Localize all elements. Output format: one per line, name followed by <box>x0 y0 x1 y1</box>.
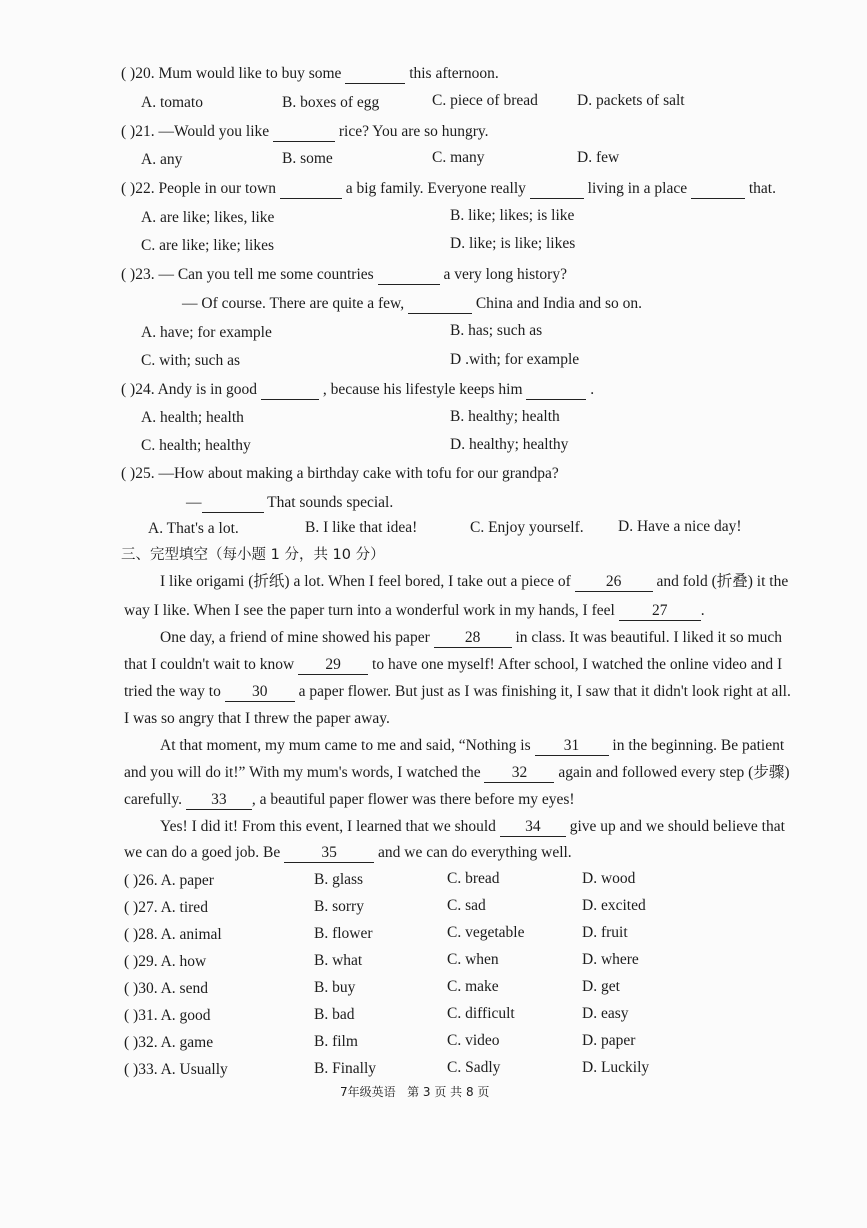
answer-blank <box>408 297 472 314</box>
q25-line2-end: That sounds special. <box>267 494 394 511</box>
q22-text-end: that. <box>748 180 776 197</box>
answer-blank <box>273 125 335 142</box>
question-25-stem: ( )25. —How about making a birthday cake with tofu for our grandpa? <box>121 465 559 482</box>
passage-text: Yes! I did it! From this event, I learned that we should <box>160 818 496 835</box>
q22-option-b: B. like; likes; is like <box>450 207 575 224</box>
passage-line <box>160 736 784 756</box>
question-23-line2 <box>182 294 642 314</box>
q23-option-c: C. with; such as <box>141 352 241 369</box>
cloze-option-d: D. where <box>582 951 639 968</box>
q25-option-c: C. Enjoy yourself. <box>470 519 584 536</box>
passage-text: we can do a goed job. Be <box>124 844 281 861</box>
passage-line <box>124 682 791 702</box>
q23-line2-end: China and India and so on. <box>475 295 642 312</box>
cloze-option-d: D. wood <box>582 870 636 887</box>
cloze-option-d: D. get <box>582 978 620 995</box>
passage-line <box>160 628 782 648</box>
cloze-row-32: ( )32. A. game <box>124 1034 214 1051</box>
passage-text: in class. It was beautiful. I liked it so much <box>515 629 782 646</box>
question-24-stem <box>121 380 594 400</box>
cloze-option-b: B. film <box>314 1033 358 1050</box>
question-25-line2 <box>186 493 393 513</box>
question-22-stem <box>121 179 776 199</box>
cloze-row-28: ( )28. A. animal <box>124 926 222 943</box>
q25-option-b: B. I like that idea! <box>305 519 418 536</box>
section-title: 三、完型填空（每小题 1 分，共 10 分） <box>121 547 385 563</box>
blank-35: 35 <box>284 844 374 863</box>
passage-text: and fold (折叠) it the <box>656 573 789 590</box>
q20-option-a: A. tomato <box>141 94 203 111</box>
passage-text: I like origami (折纸) a lot. When I feel bored, I take out a piece of <box>160 573 571 590</box>
passage-text: . <box>700 602 705 619</box>
q23-text-end: a very long history? <box>443 266 567 283</box>
q24-option-c: C. health; healthy <box>141 437 251 454</box>
cloze-row-29: ( )29. A. how <box>124 953 207 970</box>
passage-text: One day, a friend of mine showed his paper <box>160 629 430 646</box>
passage-line: I was so angry that I threw the paper away. <box>124 710 390 727</box>
q24-text-end: . <box>590 381 595 398</box>
passage-text: way I like. When I see the paper turn into a wonderful work in my hands, I feel <box>124 602 615 619</box>
cloze-option-b: B. buy <box>314 979 356 996</box>
q22-text-mid2: living in a place <box>587 180 688 197</box>
cloze-option-c: C. vegetable <box>447 924 525 941</box>
answer-blank <box>378 268 440 285</box>
passage-line <box>124 763 790 783</box>
q25-line2-text: — <box>186 494 202 511</box>
passage-text: carefully. <box>124 791 182 808</box>
blank-29: 29 <box>298 656 368 675</box>
q24-text-mid: , because his lifestyle keeps him <box>322 381 523 398</box>
q24-option-a: A. health; health <box>141 409 244 426</box>
page-footer: 7年级英语 第 3 页 共 8 页 <box>340 1085 490 1099</box>
q20-option-d: D. packets of salt <box>577 92 685 109</box>
cloze-option-b: B. what <box>314 952 363 969</box>
blank-33: 33 <box>186 791 252 810</box>
cloze-option-c: C. video <box>447 1032 500 1049</box>
cloze-option-c: C. sad <box>447 897 486 914</box>
q25-option-a: A. That's a lot. <box>148 520 239 537</box>
passage-text: At that moment, my mum came to me and said, “Nothing is <box>160 737 531 754</box>
q22-text: ( )22. People in our town <box>121 180 276 197</box>
cloze-row-26: ( )26. A. paper <box>124 872 214 889</box>
blank-28: 28 <box>434 629 512 648</box>
cloze-row-31: ( )31. A. good <box>124 1007 211 1024</box>
blank-32: 32 <box>484 764 554 783</box>
q21-option-d: D. few <box>577 149 620 166</box>
passage-line <box>160 817 785 837</box>
q22-option-c: C. are like; like; likes <box>141 237 275 254</box>
passage-line <box>160 572 788 592</box>
cloze-option-b: B. flower <box>314 925 373 942</box>
passage-text: tried the way to <box>124 683 221 700</box>
cloze-option-d: D. Luckily <box>582 1059 650 1076</box>
cloze-option-c: C. make <box>447 978 499 995</box>
q24-option-d: D. healthy; healthy <box>450 436 569 453</box>
blank-27: 27 <box>619 602 701 621</box>
q21-text-end: rice? You are so hungry. <box>338 123 489 140</box>
cloze-option-b: B. bad <box>314 1006 355 1023</box>
q23-line2-text: — Of course. There are quite a few, <box>182 295 405 312</box>
q21-option-b: B. some <box>282 150 333 167</box>
passage-text: again and followed every step (步骤) <box>558 764 790 781</box>
passage-text: and you will do it!” With my mum's words, I watched the <box>124 764 481 781</box>
q21-option-c: C. many <box>432 149 485 166</box>
cloze-option-b: B. Finally <box>314 1060 377 1077</box>
answer-blank <box>202 496 264 513</box>
answer-blank <box>261 383 319 400</box>
blank-30: 30 <box>225 683 295 702</box>
q23-text: ( )23. — Can you tell me some countries <box>121 266 374 283</box>
q22-option-d: D. like; is like; likes <box>450 235 576 252</box>
passage-text: in the beginning. Be patient <box>612 737 785 754</box>
answer-blank <box>530 182 584 199</box>
passage-line <box>124 601 705 621</box>
answer-blank <box>280 182 342 199</box>
cloze-option-d: D. fruit <box>582 924 628 941</box>
answer-blank <box>526 383 586 400</box>
cloze-option-c: C. difficult <box>447 1005 515 1022</box>
blank-31: 31 <box>535 737 609 756</box>
passage-text: a paper flower. But just as I was finishing it, I saw that it didn't look right at all. <box>298 683 791 700</box>
q23-option-b: B. has; such as <box>450 322 543 339</box>
passage-line <box>124 843 572 863</box>
q23-option-d: D .with; for example <box>450 351 580 368</box>
passage-line <box>124 655 782 675</box>
passage-text: , a beautiful paper flower was there before my eyes! <box>251 791 575 808</box>
cloze-row-33: ( )33. A. Usually <box>124 1061 228 1078</box>
q23-option-a: A. have; for example <box>141 324 272 341</box>
passage-line <box>124 790 575 810</box>
passage-text: to have one myself! After school, I watched the online video and I <box>372 656 783 673</box>
cloze-row-27: ( )27. A. tired <box>124 899 208 916</box>
q20-text: ( )20. Mum would like to buy some <box>121 65 342 82</box>
passage-text: and we can do everything well. <box>378 844 572 861</box>
question-21-stem <box>121 122 489 142</box>
q25-option-d: D. Have a nice day! <box>618 518 742 535</box>
passage-text: that I couldn't wait to know <box>124 656 295 673</box>
cloze-option-d: D. excited <box>582 897 646 914</box>
cloze-option-b: B. glass <box>314 871 364 888</box>
q20-option-c: C. piece of bread <box>432 92 538 109</box>
q24-option-b: B. healthy; health <box>450 408 560 425</box>
q24-text: ( )24. Andy is in good <box>121 381 258 398</box>
q22-option-a: A. are like; likes, like <box>141 209 275 226</box>
cloze-row-30: ( )30. A. send <box>124 980 208 997</box>
blank-26: 26 <box>575 573 653 592</box>
cloze-option-c: C. when <box>447 951 499 968</box>
q21-option-a: A. any <box>141 151 183 168</box>
q21-text: ( )21. —Would you like <box>121 123 270 140</box>
cloze-option-c: C. Sadly <box>447 1059 501 1076</box>
passage-text: give up and we should believe that <box>569 818 785 835</box>
cloze-option-d: D. paper <box>582 1032 636 1049</box>
answer-blank <box>345 67 405 84</box>
question-20-stem <box>121 64 499 84</box>
cloze-option-b: B. sorry <box>314 898 364 915</box>
cloze-option-d: D. easy <box>582 1005 629 1022</box>
q20-text-end: this afternoon. <box>409 65 499 82</box>
cloze-option-c: C. bread <box>447 870 500 887</box>
blank-34: 34 <box>500 818 566 837</box>
question-23-stem <box>121 265 567 285</box>
q20-option-b: B. boxes of egg <box>282 94 380 111</box>
q22-text-mid1: a big family. Everyone really <box>345 180 526 197</box>
answer-blank <box>691 182 745 199</box>
